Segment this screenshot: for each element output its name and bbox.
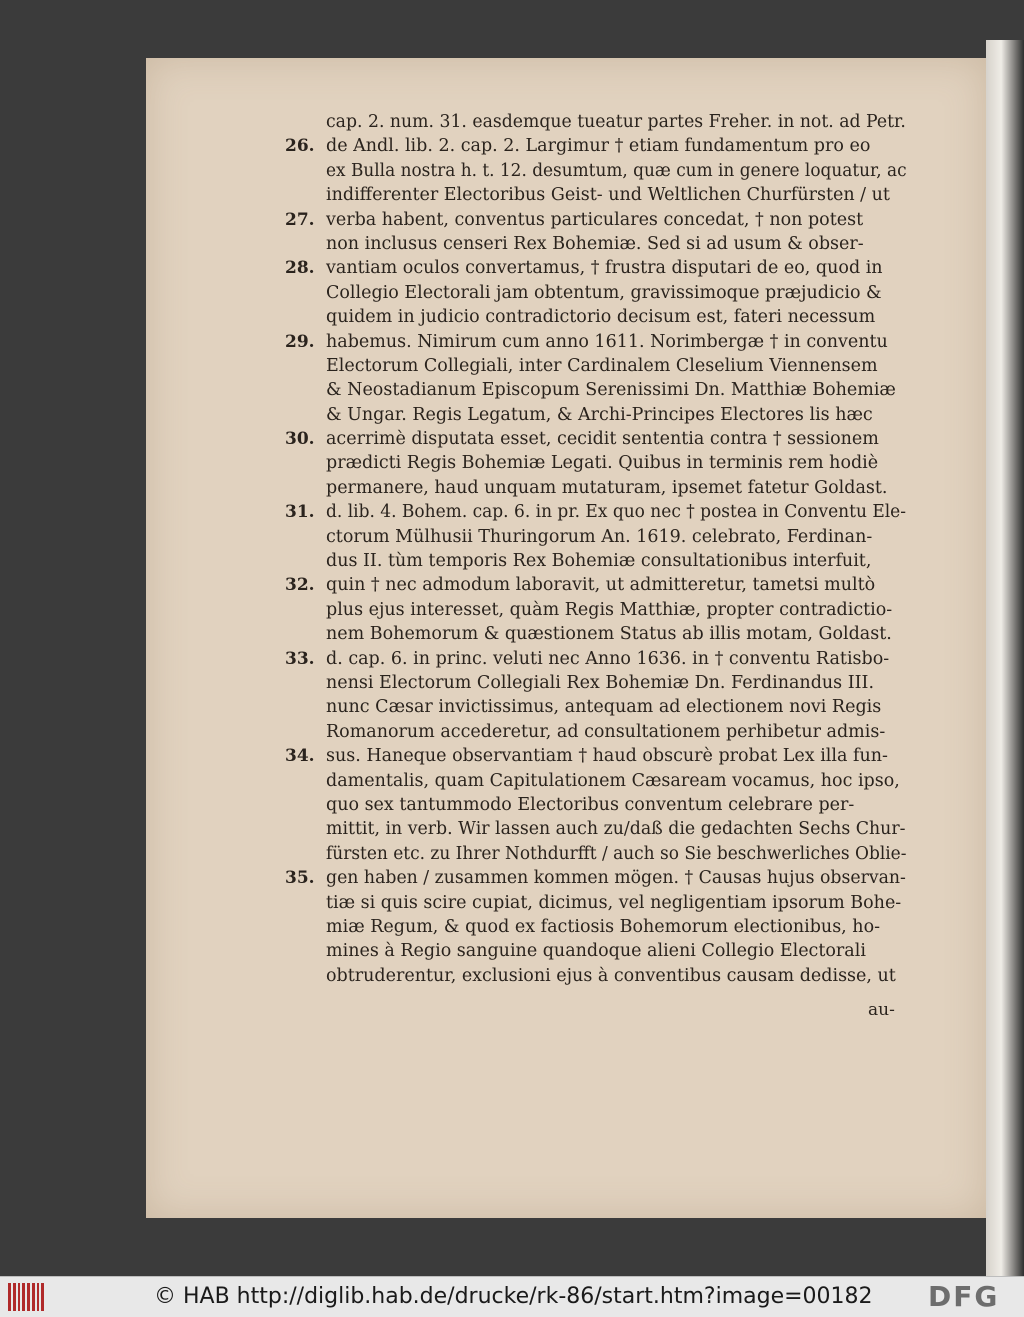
line-text: Romanorum accederetur, ad consultationem perhibetur admis- bbox=[326, 721, 886, 742]
text-line bbox=[180, 183, 910, 207]
line-text: non inclusus censeri Rex Bohemiæ. Sed si ad usum & obser- bbox=[326, 233, 864, 254]
text-line bbox=[180, 720, 910, 744]
line-text: nem Bohemorum & quæstionem Status ab illis motam, Goldast. bbox=[326, 624, 892, 645]
text-line bbox=[180, 330, 910, 354]
text-line bbox=[180, 671, 910, 695]
marginal-number: 33. bbox=[285, 648, 315, 669]
text-line bbox=[180, 891, 910, 915]
line-text: ex Bulla nostra h. t. 12. desumtum, quæ cum in genere loquatur, ac bbox=[326, 160, 907, 181]
text-line bbox=[180, 866, 910, 890]
line-text: cap. 2. num. 31. easdemque tueatur partes Freher. in not. ad Petr. bbox=[326, 112, 906, 132]
text-line bbox=[180, 378, 910, 402]
line-text: Collegio Electorali jam obtentum, gravissimoque præjudicio & bbox=[326, 282, 882, 303]
text-line bbox=[180, 525, 910, 549]
text-line bbox=[180, 403, 910, 427]
line-text: nensi Electorum Collegiali Rex Bohemiæ Dn. Ferdinandus III. bbox=[326, 672, 875, 693]
text-line bbox=[180, 915, 910, 939]
marginal-number: 30. bbox=[285, 429, 315, 450]
line-text: mines à Regio sanguine quandoque alieni Collegio Electorali bbox=[326, 941, 866, 962]
text-line bbox=[180, 256, 910, 280]
text-line bbox=[180, 134, 910, 158]
marginal-number: 32. bbox=[285, 575, 315, 596]
marginal-number: 27. bbox=[285, 209, 315, 230]
next-page-edge bbox=[986, 40, 1024, 1276]
line-text: d. lib. 4. Bohem. cap. 6. in pr. Ex quo nec † postea in Conventu Ele- bbox=[326, 502, 907, 523]
text-line bbox=[180, 305, 910, 329]
line-text: permanere, haud unquam mutaturam, ipsemet fatetur Goldast. bbox=[326, 477, 888, 498]
line-text: & Neostadianum Episcopum Serenissimi Dn. Matthiæ Bohemiæ bbox=[326, 380, 896, 401]
line-text: nunc Cæsar invictissimus, antequam ad electionem novi Regis bbox=[326, 697, 882, 718]
text-line bbox=[180, 817, 910, 841]
page-text bbox=[180, 110, 910, 988]
text-line bbox=[180, 354, 910, 378]
line-text: quin † nec admodum laboravit, ut admitteretur, tametsi multò bbox=[326, 575, 876, 596]
text-line bbox=[180, 476, 910, 500]
text-line bbox=[180, 208, 910, 232]
line-text: ctorum Mülhusii Thuringorum An. 1619. celebrato, Ferdinan- bbox=[326, 526, 873, 547]
text-line bbox=[180, 647, 910, 671]
line-text: prædicti Regis Bohemiæ Legati. Quibus in terminis rem hodiè bbox=[326, 453, 879, 474]
catchword: au- bbox=[868, 1000, 895, 1020]
line-text: quidem in judicio contradictorio decisum est, fateri necessum bbox=[326, 307, 876, 328]
line-text: acerrimè disputata esset, cecidit sententia contra † sessionem bbox=[326, 429, 879, 450]
line-text: mittit, in verb. Wir lassen auch zu/daß die gedachten Sechs Chur- bbox=[326, 819, 906, 840]
text-line bbox=[180, 281, 910, 305]
line-text: Electorum Collegiali, inter Cardinalem Cleselium Viennensem bbox=[326, 355, 878, 376]
line-text: plus ejus interesset, quàm Regis Matthiæ, propter contradictio- bbox=[326, 599, 893, 620]
text-line bbox=[180, 769, 910, 793]
line-text: tiæ si quis scire cupiat, dicimus, vel negligentiam ipsorum Bohe- bbox=[326, 892, 902, 913]
line-text: verba habent, conventus particulares concedat, † non potest bbox=[326, 209, 864, 230]
text-line bbox=[180, 159, 910, 183]
line-text: sus. Haneque observantiam † haud obscurè probat Lex illa fun- bbox=[326, 746, 888, 767]
marginal-number: 34. bbox=[285, 746, 315, 767]
line-text: damentalis, quam Capitulationem Cæsaream vocamus, hoc ipso, bbox=[326, 770, 900, 791]
dfg-logo: DFG bbox=[928, 1280, 1000, 1313]
text-line bbox=[180, 622, 910, 646]
text-line bbox=[180, 939, 910, 963]
line-text: d. cap. 6. in princ. veluti nec Anno 1636. in † conventu Ratisbo- bbox=[326, 648, 890, 669]
copyright-url[interactable]: © HAB http://diglib.hab.de/drucke/rk-86/start.htm?image=00182 bbox=[154, 1284, 873, 1309]
text-line bbox=[180, 573, 910, 597]
line-text: vantiam oculos convertamus, † frustra disputari de eo, quod in bbox=[326, 258, 883, 279]
text-line bbox=[180, 427, 910, 451]
text-line bbox=[180, 793, 910, 817]
marginal-number: 29. bbox=[285, 331, 315, 352]
text-line bbox=[180, 964, 910, 988]
line-text: dus II. tùm temporis Rex Bohemiæ consultationibus interfuit, bbox=[326, 551, 872, 572]
hab-logo-icon bbox=[8, 1283, 44, 1311]
line-text: quo sex tantummodo Electoribus conventum celebrare per- bbox=[326, 794, 855, 815]
text-line bbox=[180, 842, 910, 866]
line-text: & Ungar. Regis Legatum, & Archi-Principes Electores lis hæc bbox=[326, 404, 873, 425]
line-text: obtruderentur, exclusioni ejus à conventibus causam dedisse, ut bbox=[326, 965, 896, 986]
line-text: indifferenter Electoribus Geist- und Weltlichen Churfürsten / ut bbox=[326, 185, 890, 206]
line-text: de Andl. lib. 2. cap. 2. Largimur † etiam fundamentum pro eo bbox=[326, 136, 871, 157]
marginal-number: 31. bbox=[285, 502, 315, 523]
text-line bbox=[180, 695, 910, 719]
marginal-number: 26. bbox=[285, 136, 315, 157]
text-line bbox=[180, 451, 910, 475]
line-text: habemus. Nimirum cum anno 1611. Norimbergæ † in conventu bbox=[326, 331, 888, 352]
text-line bbox=[180, 232, 910, 256]
text-line bbox=[180, 110, 910, 134]
line-text: miæ Regum, & quod ex factiosis Bohemorum electionibus, ho- bbox=[326, 916, 881, 937]
marginal-number: 28. bbox=[285, 258, 315, 279]
text-line bbox=[180, 598, 910, 622]
viewer-footer bbox=[0, 1276, 1024, 1317]
marginal-number: 35. bbox=[285, 868, 315, 889]
line-text: gen haben / zusammen kommen mögen. † Causas hujus observan- bbox=[326, 868, 906, 889]
text-line bbox=[180, 744, 910, 768]
line-text: fürsten etc. zu Ihrer Nothdurfft / auch so Sie beschwerliches Oblie- bbox=[326, 843, 907, 864]
text-line bbox=[180, 500, 910, 524]
text-line bbox=[180, 549, 910, 573]
